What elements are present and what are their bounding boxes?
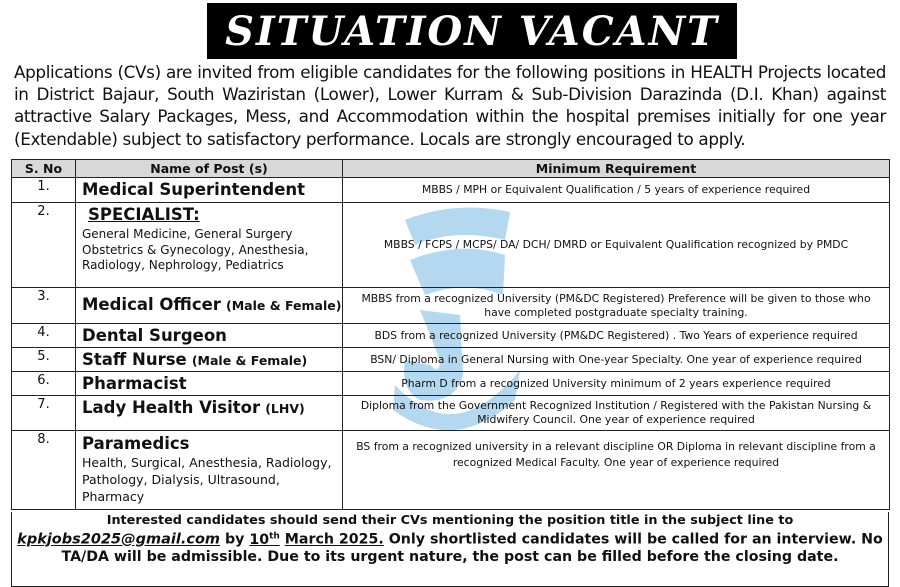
header-requirement: Minimum Requirement (343, 160, 890, 178)
deadline-day-number: 10 (249, 531, 270, 548)
row-sno: 7. (12, 396, 76, 431)
table-row (12, 372, 890, 396)
post-title: SPECIALIST: (88, 205, 200, 224)
post-note: (Male & Female) (226, 298, 342, 313)
row-requirement: MBBS from a recognized University (PM&DC Registered) Preference will be given to those who have completed postgraduate specialty training. (343, 288, 890, 324)
post-title: Lady Health Visitor (82, 398, 261, 417)
table-row (12, 431, 890, 510)
row-sno: 3. (12, 288, 76, 324)
table-row (12, 324, 890, 348)
row-requirement: MBBS / FCPS / MCPS/ DA/ DCH/ DMRD or Equivalent Qualification recognized by PMDC (343, 203, 890, 288)
post-title: Dental Surgeon (82, 326, 227, 345)
deadline-day (249, 532, 279, 548)
post-subtitle: Health, Surgical, Anesthesia, Radiology, Pathology, Dialysis, Ultrasound, Pharmacy (82, 455, 332, 504)
row-requirement: BSN/ Diploma in General Nursing with One-year Specialty. One year of experience required (343, 348, 890, 372)
row-post (76, 203, 343, 288)
post-title: Medical Superintendent (82, 180, 306, 199)
row-requirement: BDS from a recognized University (PM&DC Registered) . Two Years of experience required (343, 324, 890, 348)
banner-title: SITUATION VACANT (207, 3, 737, 59)
post-title: Paramedics (82, 434, 190, 453)
row-requirement: MBBS / MPH or Equivalent Qualification / 5 years of experience required (343, 178, 890, 203)
positions-table (11, 159, 890, 510)
row-sno: 2. (12, 203, 76, 288)
table-row (12, 348, 890, 372)
row-post (76, 372, 343, 396)
table-row (12, 396, 890, 431)
row-post (76, 178, 343, 203)
row-post (76, 431, 343, 510)
row-post (76, 348, 343, 372)
footer-line-2 (12, 531, 888, 548)
table-row (12, 178, 890, 203)
row-sno: 6. (12, 372, 76, 396)
post-note: (LHV) (265, 401, 305, 416)
row-requirement: Diploma from the Government Recognized Institution / Registered with the Pakistan Nursing & Midwifery Council. One year of experience required (343, 396, 890, 431)
intro-paragraph: Applications (CVs) are invited from eligible candidates for the following positions in HEALTH Projects located in District Bajaur, South Waziristan (Lower), Lower Kurram & Sub-Division Darazinda (D.I. Khan) against attractive Salary Packages, Mess, and Accommodation within the hospital premises initially for one year (Extendable) subject to satisfactory performance. Locals are strongly encouraged to apply. (14, 62, 886, 149)
email-link[interactable]: kpkjobs2025@gmail.com (17, 531, 221, 548)
deadline-by: by (224, 531, 245, 548)
table-row (12, 288, 890, 324)
deadline-date: March 2025. (284, 531, 384, 548)
row-post (76, 288, 343, 324)
application-instructions (11, 512, 889, 587)
table-row (12, 203, 890, 288)
row-sno: 8. (12, 431, 76, 510)
row-sno: 1. (12, 178, 76, 203)
header-sno: S. No (12, 160, 76, 178)
row-sno: 4. (12, 324, 76, 348)
post-title: Staff Nurse (82, 350, 187, 369)
post-note: (Male & Female) (191, 353, 308, 368)
post-subtitle: General Medicine, General Surgery Obstetrics & Gynecology, Anesthesia, Radiology, Nephrology, Pediatrics (82, 227, 309, 272)
post-title: Pharmacist (82, 374, 187, 393)
post-title: Medical Officer (82, 295, 221, 314)
row-requirement: BS from a recognized university in a relevant discipline OR Diploma in relevant discipline from a recognized Medical Faculty. One year of experience required (343, 431, 890, 510)
row-sno: 5. (12, 348, 76, 372)
row-requirement: Pharm D from a recognized University minimum of 2 years experience required (343, 372, 890, 396)
row-post (76, 396, 343, 431)
deadline-day-suffix: th (269, 531, 280, 541)
header-post: Name of Post (s) (76, 160, 343, 178)
row-post (76, 324, 343, 348)
table-header-row (12, 160, 890, 178)
footer-line-1: Interested candidates should send their CVs mentioning the position title in the subject line to (106, 513, 794, 528)
footer-line-2-rest: Only shortlisted candidates will be called for an interview. No (388, 531, 883, 548)
footer-line-3: TA/DA will be admissible. Due to its urgent nature, the post can be filled before the closing date. (61, 548, 839, 565)
